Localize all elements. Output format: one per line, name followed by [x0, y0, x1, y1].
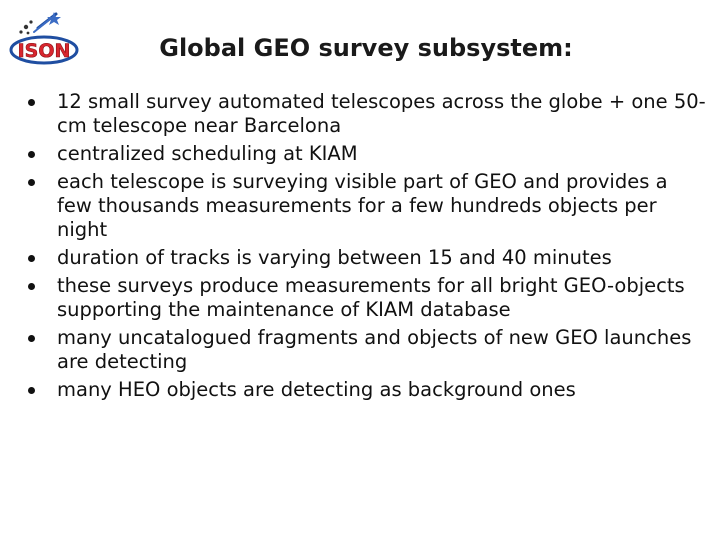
bullet-icon [28, 179, 35, 186]
bullet-item [26, 170, 706, 242]
bullet-icon [28, 151, 35, 158]
dot [24, 25, 28, 29]
star-icon [47, 12, 61, 25]
logo-text: ISON [17, 40, 71, 62]
bullet-icon [28, 99, 35, 106]
bullet-text: each telescope is surveying visible part of GEO and provides a few thousands measurements for a few hundreds objects per night [57, 170, 668, 241]
bullet-item [26, 90, 706, 138]
bullet-icon [28, 283, 35, 290]
bullet-item [26, 142, 706, 166]
bullet-text: centralized scheduling at KIAM [57, 142, 358, 165]
bullet-item [26, 326, 706, 374]
bullet-text: these surveys produce measurements for all bright GEO-objects supporting the maintenance of KIAM database [57, 274, 685, 321]
bullet-text: duration of tracks is varying between 15 and 40 minutes [57, 246, 612, 269]
bullet-item [26, 378, 706, 402]
bullet-item [26, 274, 706, 322]
swoosh-line [34, 19, 50, 32]
bullet-item [26, 246, 706, 270]
bullet-list [26, 90, 706, 406]
dot [29, 20, 32, 23]
ison-logo-graphic [8, 6, 86, 70]
dot [19, 30, 22, 33]
bullet-icon [28, 255, 35, 262]
slide-title: Global GEO survey subsystem: [159, 34, 573, 62]
dot [27, 32, 30, 35]
bullet-icon [28, 387, 35, 394]
bullet-text: many uncatalogued fragments and objects of new GEO launches are detecting [57, 326, 692, 373]
bullet-icon [28, 335, 35, 342]
ison-logo [8, 6, 86, 70]
bullet-text: many HEO objects are detecting as background ones [57, 378, 576, 401]
bullet-text: 12 small survey automated telescopes across the globe + one 50-cm telescope near Barcelona [57, 90, 706, 137]
